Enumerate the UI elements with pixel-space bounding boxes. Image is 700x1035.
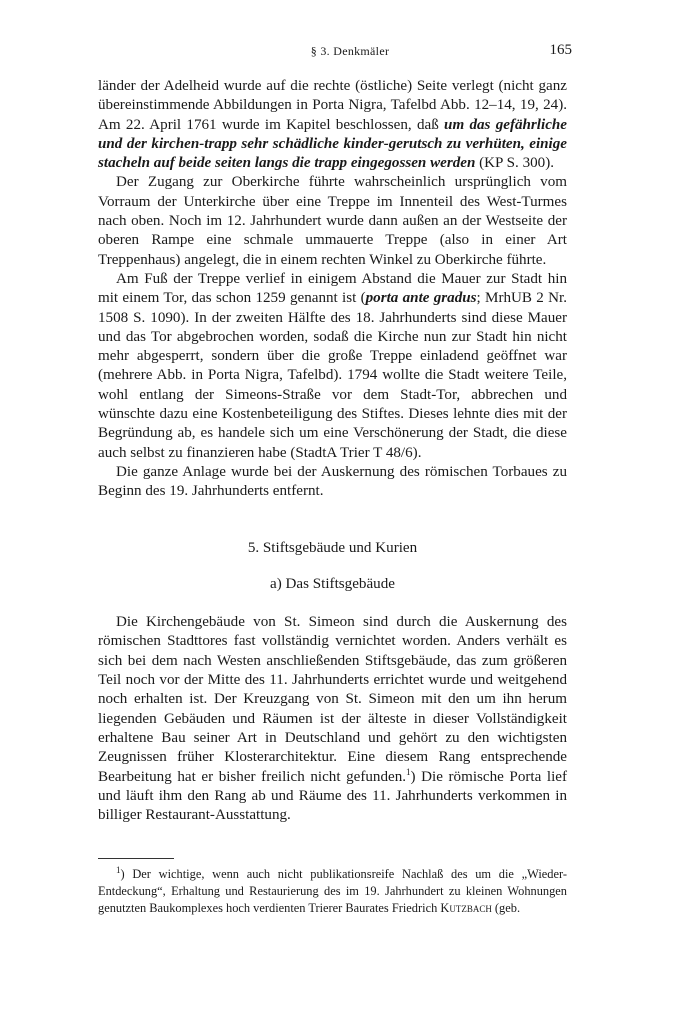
footnote-text: ) Der wichtige, wenn auch nicht publikationsreife Nachlaß des um die „Wieder-Entdeckung“, Erhaltung und Restaurierung des im 19. Jahrhundert zu kleinen Wohnungen genutzten Baukomplexes hoch verdienten Trierer Baurates Friedrich: [98, 867, 567, 916]
paragraph-text: Am Fuß der Treppe verlief in einigem Abstand die Mauer zur Stadt hin mit einem Tor, das schon 1259 genannt ist (: [98, 270, 567, 307]
quote-kapitel: um das gefährliche und der kirchen-trapp sehr schädliche kinder-gerutsch zu verhüten, einige stacheln auf beide seiten langs die trapp eingegossen werden: [98, 116, 567, 172]
quote-porta: porta ante gradus: [365, 290, 477, 307]
page-header: [0, 42, 700, 62]
paragraph-4: Die ganze Anlage wurde bei der Auskernung des römischen Torbaues zu Beginn des 19. Jahrhunderts entfernt.: [98, 463, 567, 500]
footnote-reference[interactable]: 1: [406, 766, 411, 777]
paragraph-text: (KP S. 300).: [475, 155, 555, 172]
paragraph-2: Der Zugang zur Oberkirche führte wahrscheinlich ursprünglich vom Vorraum der Unterkirche über eine Treppe im Innenteil des West-Turmes nach oben. Noch im 12. Jahrhundert wurde dann außen an der Westseite der oberen Rampe eine schmale ummauerte Treppe (also in einer Art Treppenhaus) angelegt, die in einem rechten Winkel zu Oberkirche führte.: [98, 174, 567, 268]
paragraph-text: Die Kirchengebäude von St. Simeon sind durch die Auskernung des römischen Stadttores fast vollständig vernichtet worden. Anders verhält es sich bei dem nach Westen anschließenden Stiftsgebäude, das zum größeren Teil noch vor der Mitte des 11. Jahrhunderts errichtet wurde und weitgehend noch erhalten ist. Der Kreuzgang von St. Simeon mit den um ihn herum liegenden Gebäuden und Räumen ist der älteste in dieser Vollständigkeit erhaltene Bau seiner Art in Deutschland und gehört zu den wichtigsten Zeugnissen früher Klosterarchitektur. Eine diesem Rang entsprechende Bearbeitung hat er bisher freilich nicht gefunden.: [98, 614, 567, 785]
paragraph-1: [98, 77, 567, 173]
footnote-text: (geb.: [491, 901, 521, 916]
paragraph-5: [98, 613, 567, 825]
paragraph-text: ; MrhUB 2 Nr. 1508 S. 1090). In der zweiten Hälfte des 18. Jahrhunderts sind diese Mauer und das Tor abgebrochen worden, sodaß die Kirche nun zur Stadt hin nicht mehr abgesperrt, sondern über die große Treppe einladend geöffnet war (mehrere Abb. in Porta Nigra, Tafelbd). 1794 wollte die Stadt weitere Teile, wohl entlang der Simeons-Straße vor dem Stadt-Tor, abbrechen und wünschte dazu eine Kostenbeteiligung des Stiftes. Dieses lehnte dies mit der Begründung ab, es handele sich um eine Verschönerung der Stadt, die diese auch selbst zu finanzieren habe (StadtA Trier T 48/6).: [98, 290, 568, 461]
footnote: [98, 866, 567, 918]
footnote-divider: [98, 858, 174, 859]
section-heading: 5. Stiftsgebäude und Kurien: [247, 539, 418, 556]
paragraph-text: ) Die römische Porta lief und läuft ihm den Rang ab und Räume des 11. Jahrhunderts verkommen in billiger Restaurant-Ausstattung.: [98, 768, 567, 824]
main-text: [98, 77, 567, 825]
sub-heading: a) Das Stiftsgebäude: [270, 575, 395, 592]
footnote-marker: 1: [116, 864, 121, 875]
author-name: Kutzbach: [440, 901, 492, 916]
page-number: 165: [549, 42, 572, 58]
paragraph-text: länder der Adelheid wurde auf die rechte (östliche) Seite verlegt (nicht ganz übereinstimmende Abbildungen in Porta Nigra, Tafelbd Abb. 12–14, 19, 24). Am 22. April 1761 wurde im Kapitel beschlossen, daß: [98, 78, 567, 133]
paragraph-3: [98, 270, 567, 463]
running-head: § 3. Denkmäler: [310, 44, 390, 58]
